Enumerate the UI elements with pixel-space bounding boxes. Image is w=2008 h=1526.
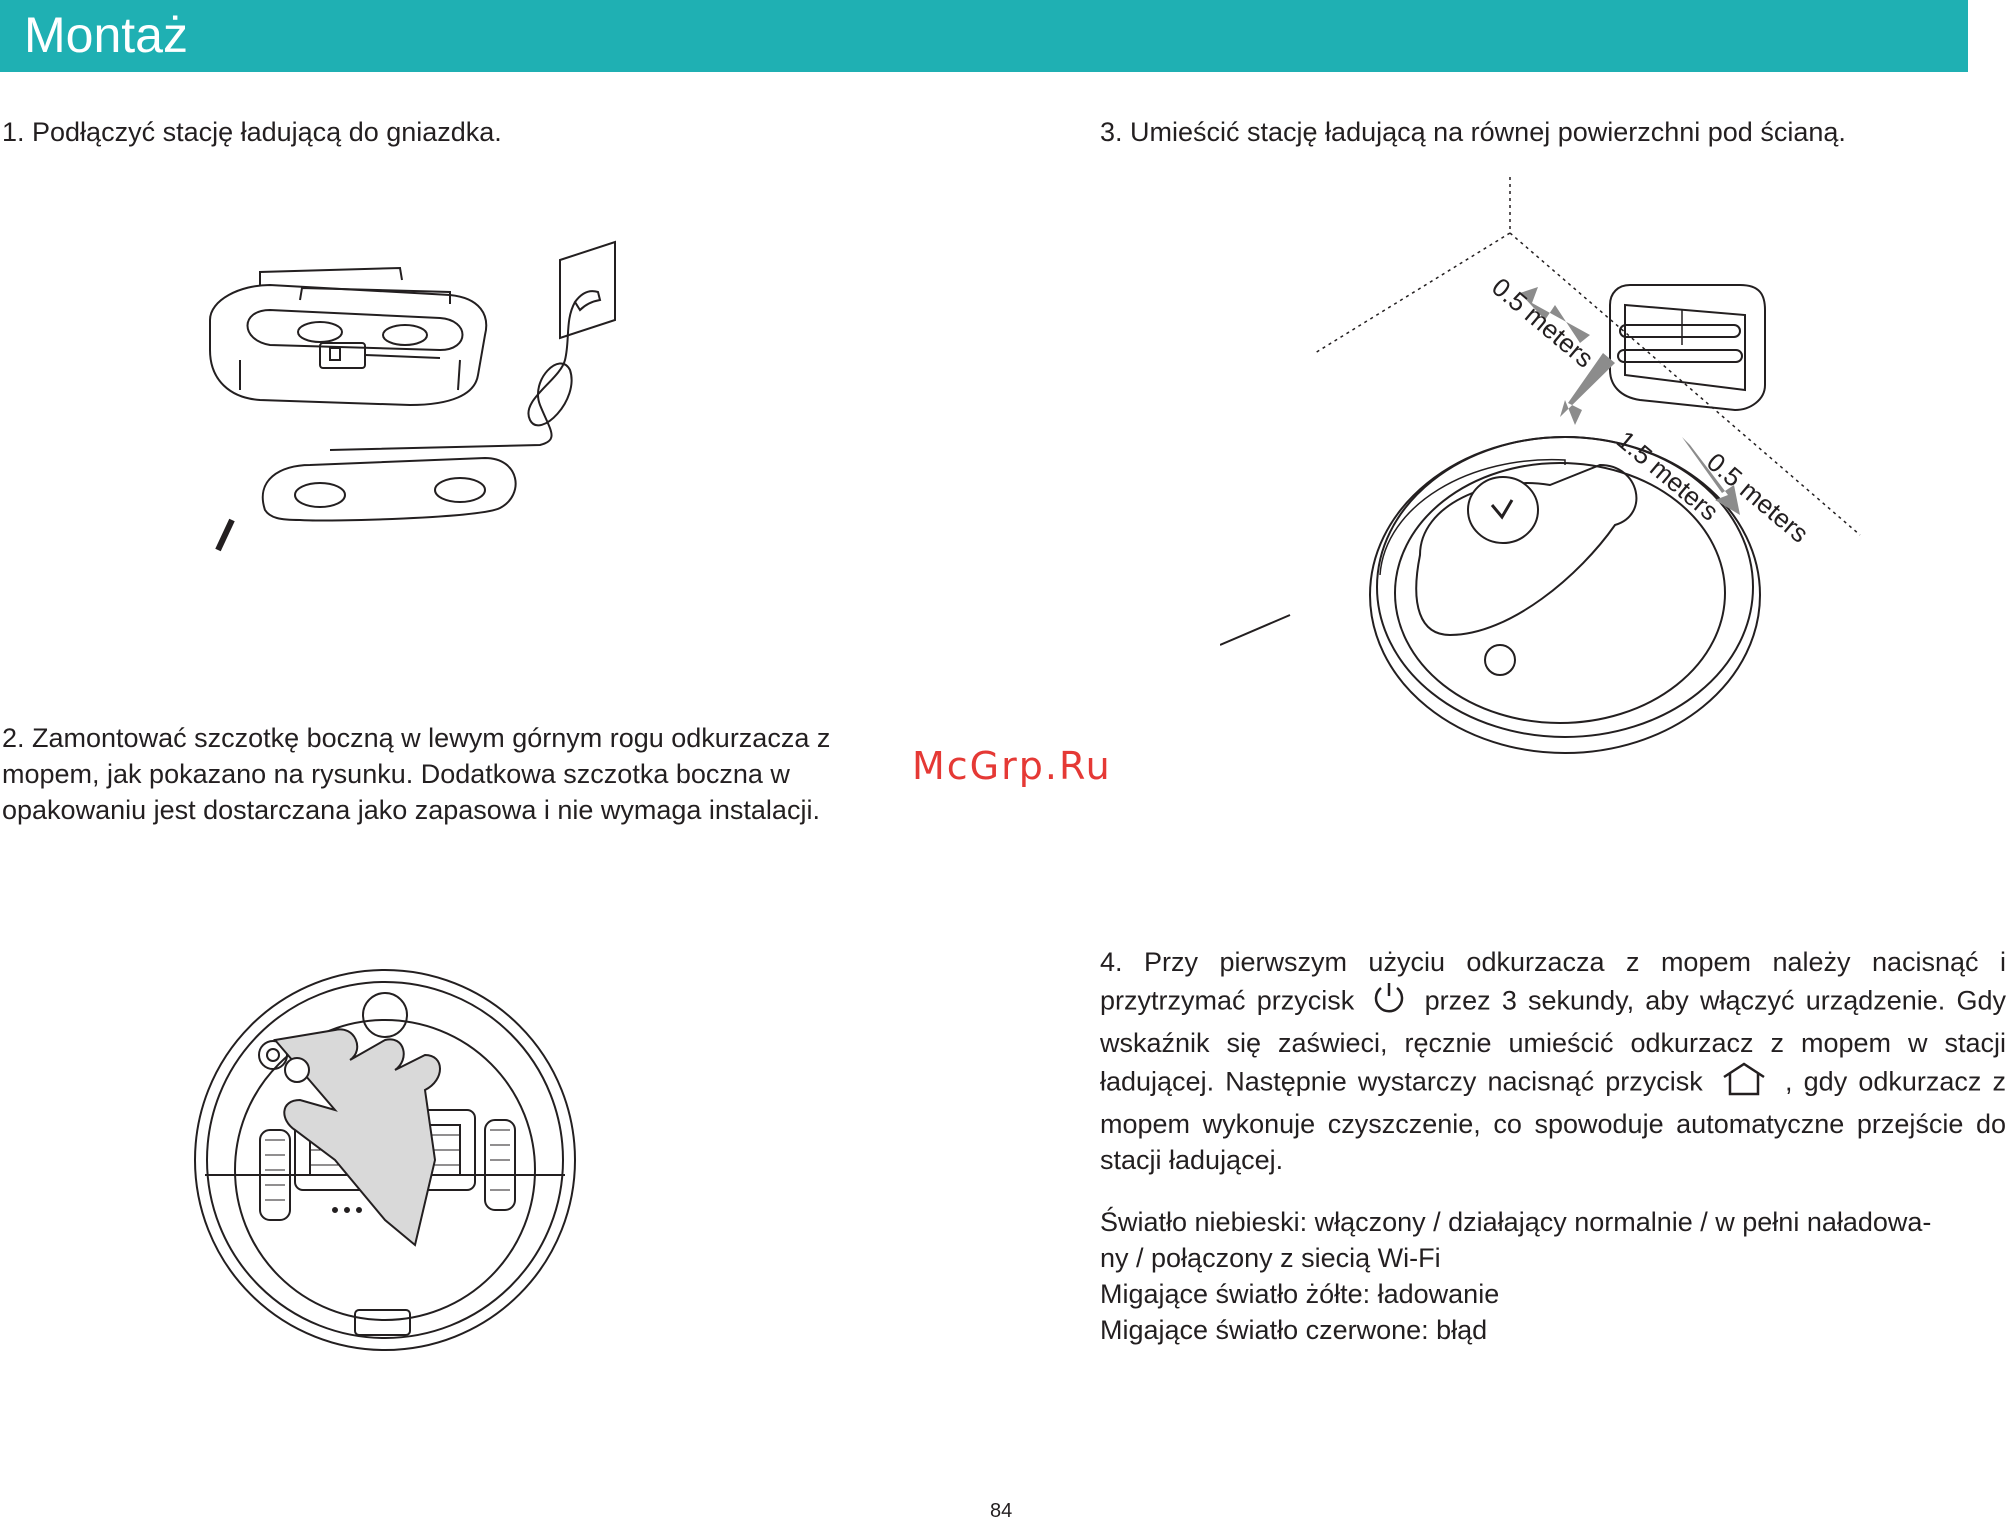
- light-blue-text-cont: ny / połączony z siecią Wi-Fi: [1100, 1243, 1441, 1273]
- watermark: McGrp.Ru: [912, 744, 1112, 788]
- section-header: [0, 0, 1968, 72]
- distance-right-label: 0.5 meters: [1701, 446, 1815, 549]
- step-4-part-2: przez 3 sekundy, aby włączyć urządzenie. Gdy wskaźnik się zaświeci, ręcznie umieścić odkurzacz z mopem w stacji ładującej. Następnie wystarczy nacisnąć przycisk: [1100, 985, 2006, 1097]
- step-4-text: [1100, 944, 2006, 1178]
- distance-front-label: 1.5 meters: [1611, 424, 1725, 527]
- page-number: 84: [990, 1500, 1013, 1522]
- light-yellow-text: Migające światło żółte: ładowanie: [1100, 1279, 1500, 1309]
- side-brush-install-illustration: [185, 960, 585, 1370]
- section-title: Montaż: [24, 7, 188, 63]
- step-4-part-3: , gdy odkurzacz z mopem wykonuje czyszczenie, co spowoduje automatyczne przejście do stacji ładującej.: [1100, 1066, 2006, 1175]
- step-3-text: 3. Umieścić stację ładującą na równej powierzchni pod ścianą.: [1100, 117, 1846, 147]
- step-1-text: 1. Podłączyć stację ładującą do gniazdka.: [2, 117, 502, 147]
- home-icon: [1718, 1061, 1770, 1106]
- light-red-text: Migające światło czerwone: błąd: [1100, 1315, 1488, 1345]
- step-2-text: 2. Zamontować szczotkę boczną w lewym górnym rogu odkurzacza z mopem, jak pokazano na rysunku. Dodatkowa szczotka boczna w opakowaniu jest dostarczana jako zapasowa i nie wymaga instalacji.: [2, 723, 831, 825]
- charging-station-illustration: [180, 240, 640, 610]
- light-blue-text: Światło niebieski: włączony / działający normalnie / w pełni naładowa-: [1100, 1207, 1932, 1237]
- distance-left-label: 0.5 meters: [1486, 271, 1600, 374]
- light-status-list: [1100, 1204, 2006, 1348]
- step-4-part-1: 4. Przy pierwszym użyciu odkurzacza z mopem należy nacisnąć i przytrzymać przycisk: [1100, 947, 2006, 1016]
- power-icon: [1369, 980, 1409, 1025]
- placement-distance-illustration: [1220, 175, 1900, 755]
